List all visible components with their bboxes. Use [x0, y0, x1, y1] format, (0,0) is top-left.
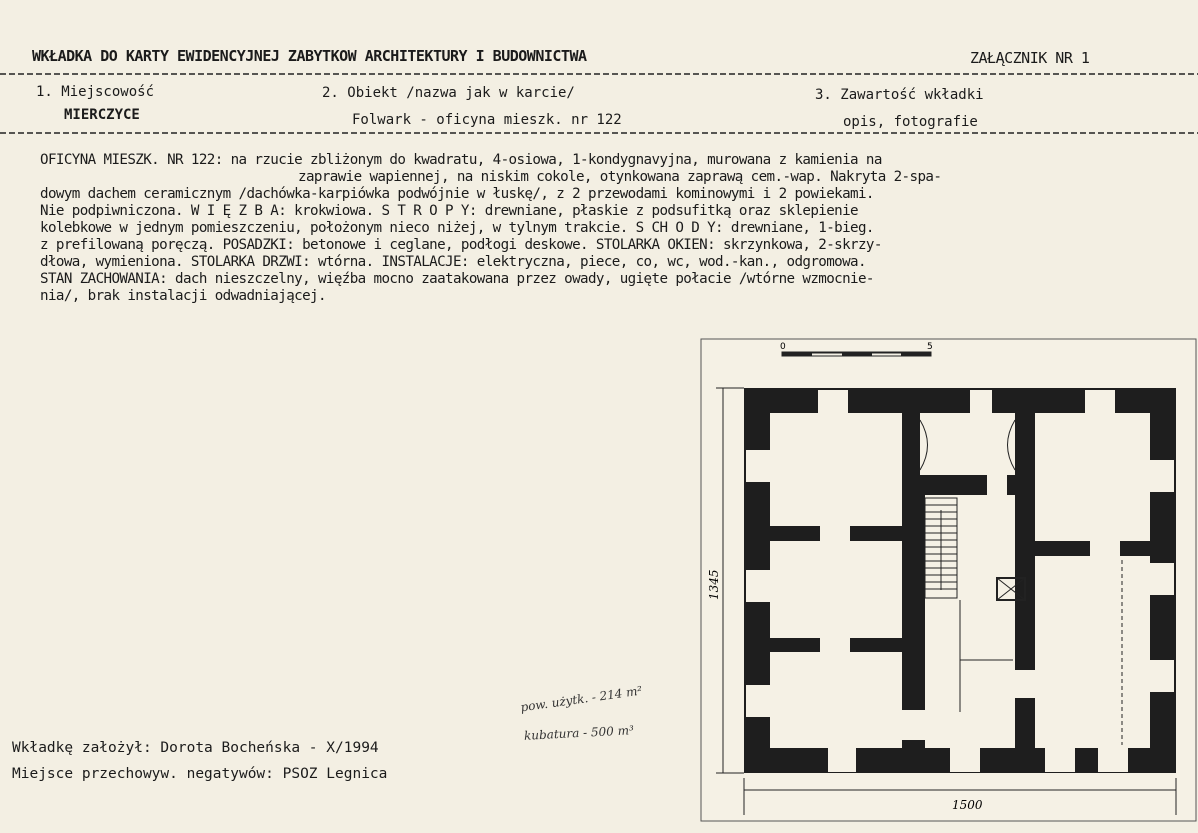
field-location-value: MIERCZYCE — [64, 107, 140, 123]
description-line: Nie podpiwniczona. W I Ę Z B A: krokwiowa. S T R O P Y: drewniane, płaskie z podsufitką oraz sklepienie — [40, 203, 858, 219]
dim-height-label: 1345 — [707, 569, 721, 600]
description-line: dowym dachem ceramicznym /dachówka-karpiówka podwójnie w łuskę/, z 2 przewodami kominowymi i 2 powiekami. — [40, 186, 874, 202]
scale-end: 5 — [927, 342, 933, 352]
field-contents-label: 3. Zawartość wkładki — [815, 87, 984, 103]
field-location-label: 1. Miejscowość — [36, 84, 155, 100]
description-line: z prefilowaną poręczą. POSADZKI: betonowe i ceglane, podłogi deskowe. STOLARKA OKIEN: skrzynkowa, 2-skrzy- — [40, 237, 882, 253]
header-title: WKŁADKA DO KARTY EWIDENCYJNEJ ZABYTKOW ARCHITEKTURY I BUDOWNICTWA — [32, 47, 587, 65]
footer-storage: Miejsce przechowyw. negatywów: PSOZ Legnica — [12, 766, 388, 782]
field-object-label: 2. Obiekt /nazwa jak w karcie/ — [322, 85, 575, 101]
description-line: STAN ZACHOWANIA: dach nieszczelny, więźba mocno zaatakowana przez owady, ugięte połacie /wtórne wzmocnie- — [40, 271, 874, 287]
description-line: zaprawie wapiennej, na niskim cokole, otynkowana zaprawą cem.-wap. Nakryta 2-spa- — [298, 169, 942, 185]
handwritten-area: pow. użytk. - 214 m² — [519, 683, 644, 715]
field-object-value: Folwark - oficyna mieszk. nr 122 — [352, 112, 622, 128]
description-line: OFICYNA MIESZK. NR 122: na rzucie zbliżonym do kwadratu, 4-osiowa, 1-kondygnavyjna, murowana z kamienia na — [40, 152, 882, 168]
description-line: dłowa, wymieniona. STOLARKA DRZWI: wtórna. INSTALACJE: elektryczna, piece, co, wc, wod.-kan., odgromowa. — [40, 254, 866, 270]
floor-plan — [700, 338, 1197, 822]
field-contents-value: opis, fotografie — [843, 114, 978, 130]
description-block — [40, 152, 1160, 305]
attachment-number: ZAŁĄCZNIK NR 1 — [970, 49, 1090, 67]
footer-author: Wkładkę założył: Dorota Bocheńska - X/1994 — [12, 740, 379, 756]
description-line: kolebkowe w jednym pomieszczeniu, położonym nieco niżej, w tylnym trakcie. S CH O D Y: drewniane, 1-bieg. — [40, 220, 874, 236]
description-line: nia/, brak instalacji odwadniającej. — [40, 288, 326, 304]
scale-start: 0 — [780, 342, 786, 352]
handwritten-volume: kubatura - 500 m³ — [523, 723, 635, 743]
dim-width-label: 1500 — [952, 798, 983, 812]
